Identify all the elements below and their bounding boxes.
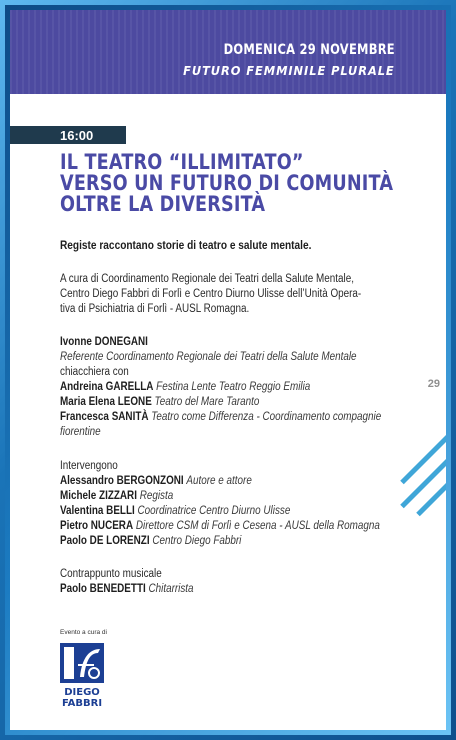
musician-first-name: Paolo	[60, 583, 87, 595]
music-section	[60, 567, 404, 597]
speaker-first-name: Alessandro	[60, 475, 114, 487]
header-band	[10, 10, 446, 94]
speaker-line	[60, 474, 404, 489]
guest-role-continued: fiorentine	[60, 426, 101, 438]
guest-line	[60, 395, 404, 410]
moderator-name-line	[60, 335, 404, 350]
paragraph-line: A cura di Coordinamento Regionale dei Teatri della Salute Mentale,	[60, 273, 354, 285]
speaker-first-name: Valentina	[60, 505, 104, 517]
time-badge	[10, 126, 126, 144]
speaker-last-name: BELLI	[106, 505, 135, 517]
guest-first-name: Francesca	[60, 411, 109, 423]
moderator-first-name: Ivonne	[60, 336, 92, 348]
curated-by-paragraph	[60, 272, 404, 317]
speaker-role: Direttore CSM di Forlì e Cesena - AUSL della Romagna	[135, 520, 380, 532]
header-series-title: FUTURO FEMMINILE PLURALE	[183, 64, 395, 78]
svg-text:FABBRI: FABBRI	[61, 698, 103, 709]
speaker-role: Regista	[139, 490, 174, 502]
musician-last-name: BENEDETTI	[89, 583, 146, 595]
diego-fabbri-logo-icon	[60, 643, 104, 709]
guest-line	[60, 380, 404, 395]
guest-last-name: GARELLA	[105, 381, 154, 393]
moderator-role: Referente Coordinamento Regionale dei Teatri della Salute Mentale	[60, 351, 357, 363]
title-line: IL TEATRO “ILLIMITATO”	[60, 150, 304, 174]
speaker-line	[60, 519, 404, 534]
decorative-stripe	[400, 431, 446, 484]
speaker-last-name: ZIZZARI	[99, 490, 137, 502]
program-page	[10, 10, 446, 730]
speaker-last-name: NUCERA	[90, 520, 134, 532]
organizer-label: Evento a cura di	[60, 629, 107, 636]
speaker-line	[60, 534, 404, 549]
speaker-first-name: Pietro	[60, 520, 89, 532]
musician-line	[60, 582, 404, 597]
speaker-role: Coordinatrice Centro Diurno Ulisse	[137, 505, 291, 517]
title-line: OLTRE LA DIVERSITÀ	[60, 192, 266, 216]
speaker-first-name: Michele	[60, 490, 97, 502]
guest-last-name: LEONE	[117, 396, 152, 408]
guest-first-name: Andreina	[60, 381, 103, 393]
speaker-line	[60, 504, 404, 519]
speaker-role: Centro Diego Fabbri	[152, 535, 242, 547]
paragraph-line: Centro Diego Fabbri di Forlì e Centro Diurno Ulisse dell’Unità Opera-	[60, 288, 362, 300]
guest-role: Teatro come Differenza - Coordinamento compagnie	[151, 411, 382, 423]
moderator-last-name: DONEGANI	[94, 336, 148, 348]
paragraph-line: tiva di Psichiatria di Forlì - AUSL Romagna.	[60, 303, 250, 315]
svg-text:DIEGO: DIEGO	[64, 687, 100, 698]
guest-first-name: Maria Elena	[60, 396, 115, 408]
guest-role: Festina Lente Teatro Reggio Emilia	[156, 381, 311, 393]
event-time: 16:00	[60, 128, 94, 143]
speaker-role: Autore e attore	[186, 475, 252, 487]
event-subtitle: Registe raccontano storie di teatro e salute mentale.	[60, 240, 312, 252]
participants-section	[60, 335, 404, 440]
music-label: Contrappunto musicale	[60, 568, 162, 580]
speaker-line	[60, 489, 404, 504]
speaker-first-name: Paolo	[60, 535, 87, 547]
event-title	[60, 150, 394, 216]
speaker-last-name: DE LORENZI	[89, 535, 150, 547]
chat-label: chiacchiera con	[60, 366, 129, 378]
guest-last-name: SANITÀ	[111, 411, 149, 423]
speaker-last-name: BERGONZONI	[116, 475, 184, 487]
guest-role: Teatro del Mare Taranto	[154, 396, 260, 408]
page-number: 29	[427, 378, 440, 390]
musician-role: Chitarrista	[148, 583, 194, 595]
header-date: DOMENICA 29 NOVEMBRE	[223, 42, 395, 58]
speakers-label: Intervengono	[60, 460, 118, 472]
guest-line	[60, 410, 404, 425]
speakers-section	[60, 459, 404, 549]
title-line: VERSO UN FUTURO DI COMUNITÀ	[60, 171, 394, 195]
